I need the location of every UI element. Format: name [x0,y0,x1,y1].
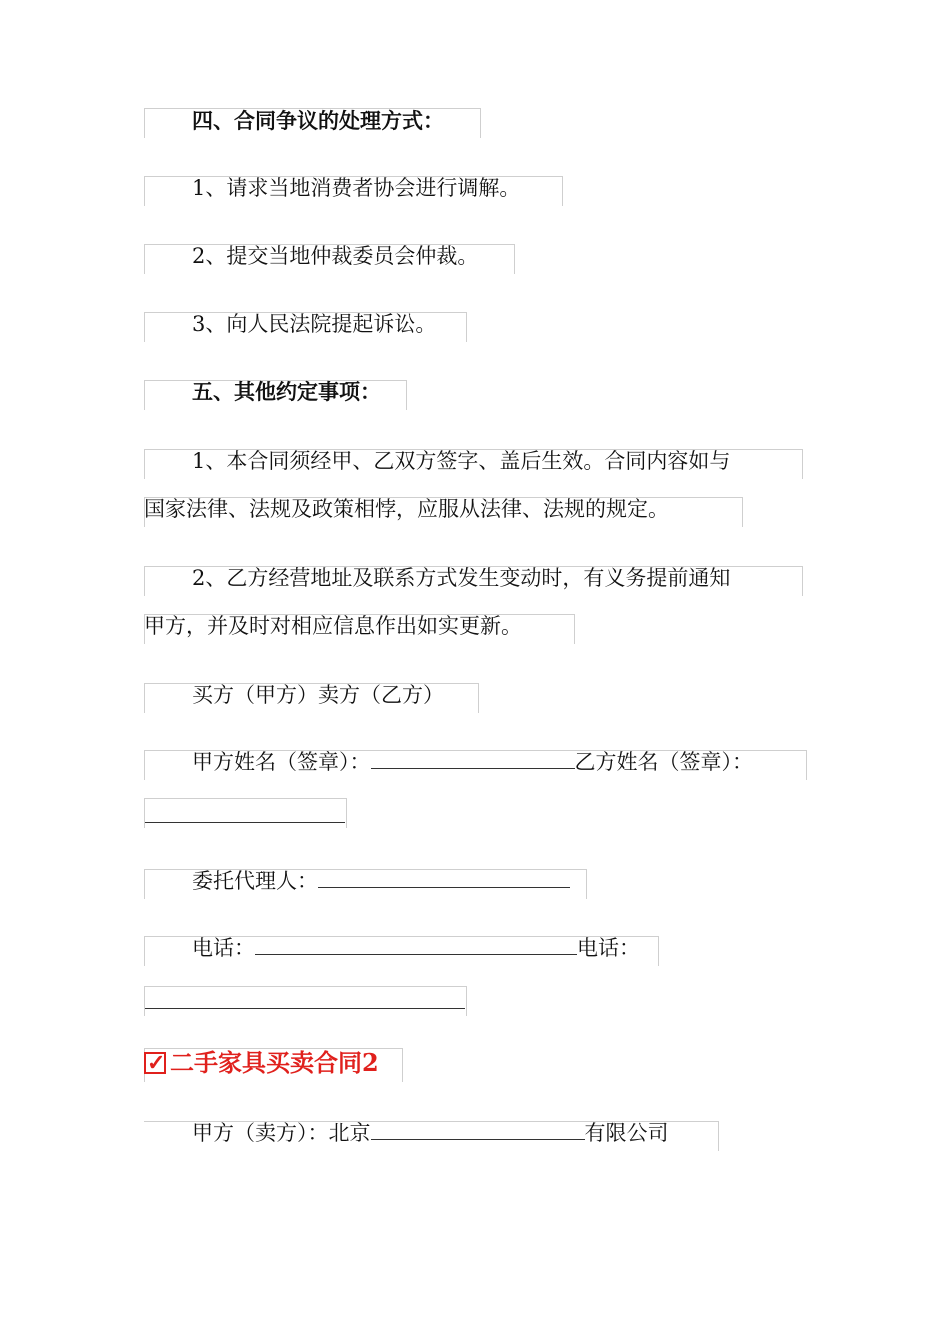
contract-2-heading [144,1046,379,1080]
agent-label: 委托代理人： [192,869,318,893]
section-4-item-1: 1、请求当地消费者协会进行调解。 [192,176,521,200]
phone-label-a: 电话： [192,936,255,960]
parties-line: 买方（甲方）卖方（乙方） [192,683,444,707]
section-5-paragraph-2-line-1: 2、乙方经营地址及联系方式发生变动时，有义务提前通知 [192,566,731,590]
party-a-name-label: 甲方姓名（签章）： [192,750,371,774]
section-4-item-3: 3、向人民法院提起诉讼。 [192,312,437,336]
contract-2-party-a-line [144,1118,669,1148]
party-a-signature-blank[interactable] [371,748,575,769]
contract-2-party-a-suffix: 有限公司 [584,1121,669,1145]
section-5-paragraph-1-line-2: 国家法律、法规及政策相悖，应服从法律、法规的规定。 [144,497,669,521]
contract-2-title: 二手家具买卖合同2 [170,1048,379,1077]
phone-a-blank[interactable] [255,934,577,955]
phone-b-blank[interactable] [145,1008,465,1009]
signature-line [144,747,753,777]
party-b-signature-blank[interactable] [145,822,345,823]
party-b-name-label: 乙方姓名（签章）： [574,750,753,774]
company-name-blank[interactable] [371,1119,585,1140]
section-4-item-2: 2、提交当地仲裁委员会仲裁。 [192,244,479,268]
agent-blank[interactable] [318,867,570,888]
contract-2-party-a-prefix: 甲方（卖方）：北京 [192,1121,371,1145]
section-5-paragraph-1-line-1: 1、本合同须经甲、乙双方签字、盖后生效。合同内容如与 [192,449,731,473]
phone-line [144,933,640,963]
phone-label-b: 电话： [577,936,640,960]
section-4-title: 四、合同争议的处理方式： [192,108,444,133]
section-5-title: 五、其他约定事项： [192,379,381,404]
section-5-paragraph-2-line-2: 甲方，并及时对相应信息作出如实更新。 [144,614,522,638]
checkbox-checked-icon: ✓ [144,1052,166,1074]
agent-line [144,866,570,896]
